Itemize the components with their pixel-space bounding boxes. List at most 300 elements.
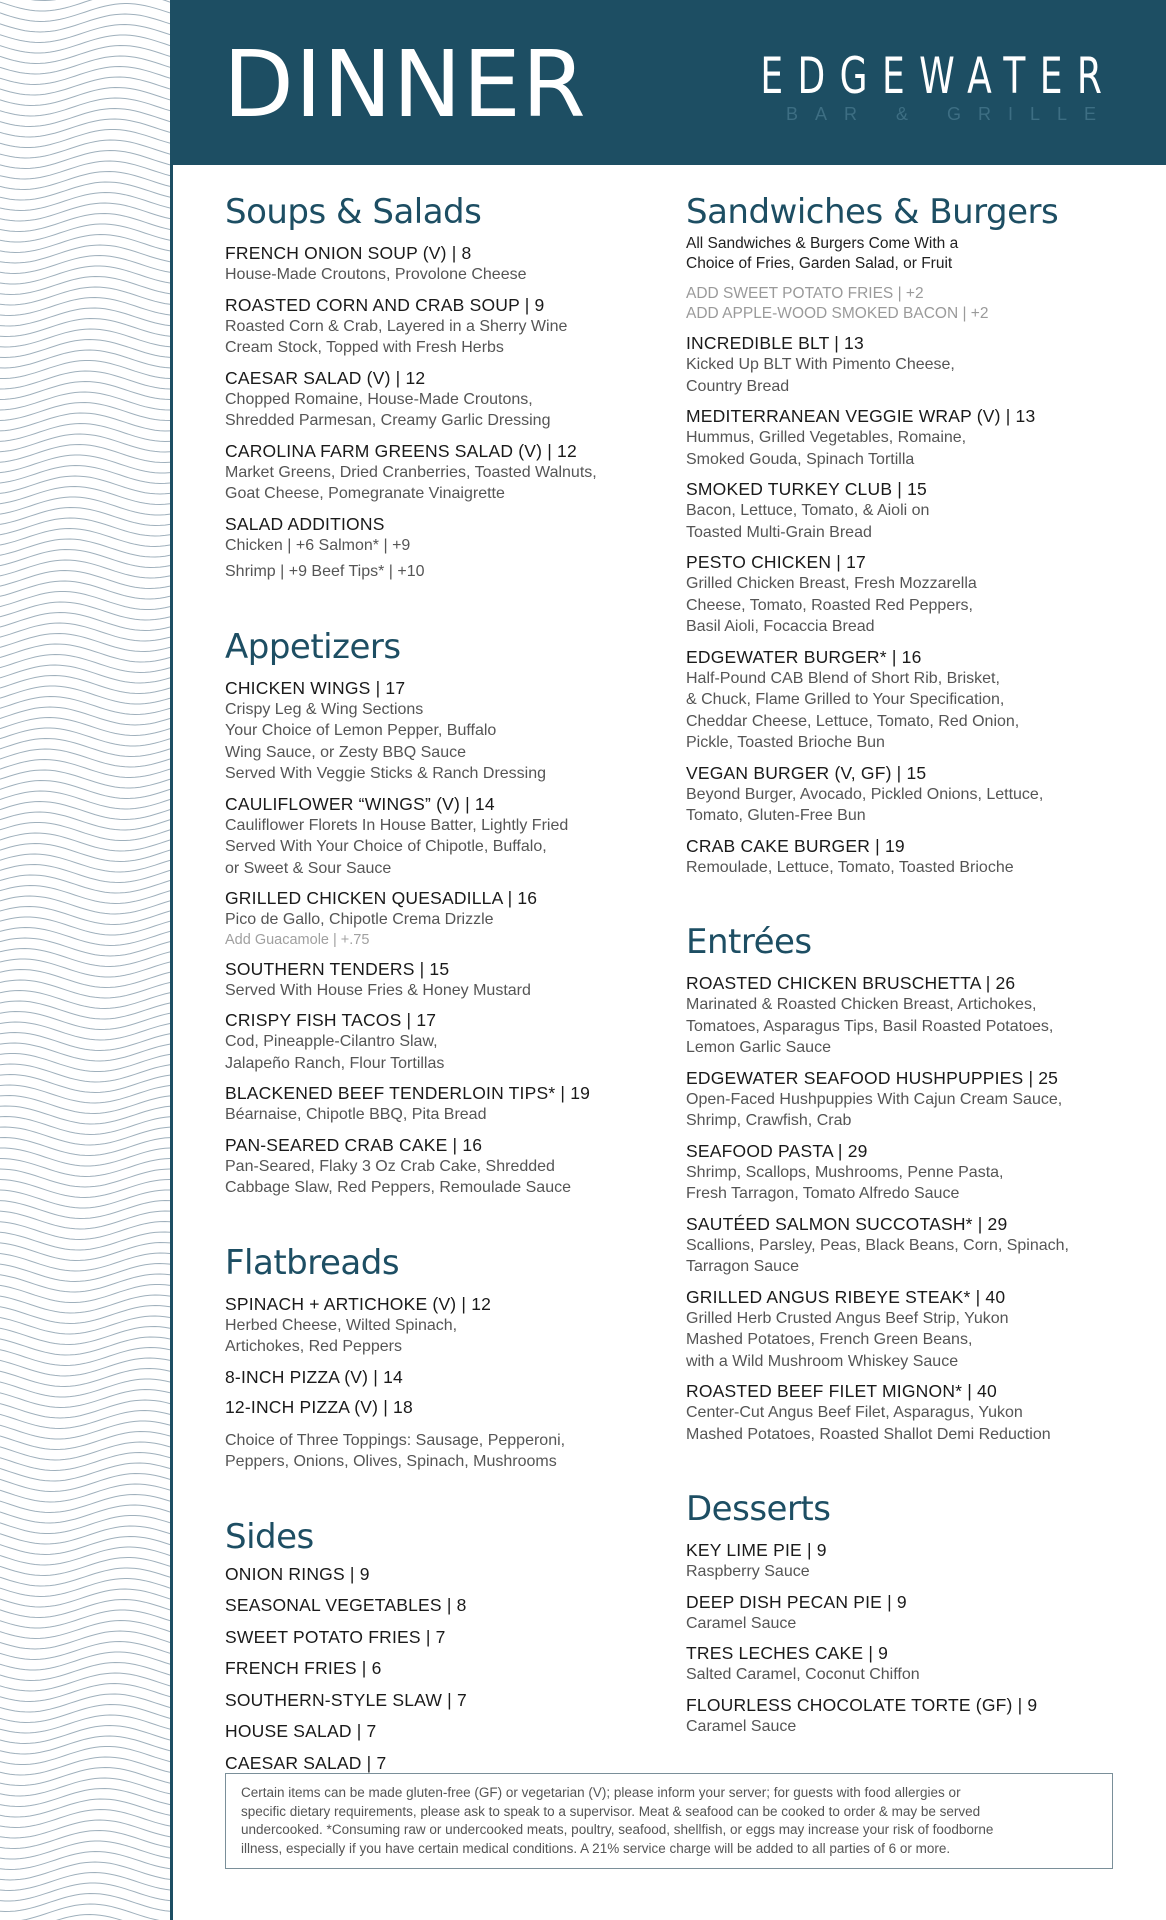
item-description: Mashed Potatoes, Roasted Shallot Demi Reduction xyxy=(686,1425,1051,1443)
side-item: SEASONAL VEGETABLES | 8 xyxy=(225,1595,467,1615)
item-name: ROASTED BEEF FILET MIGNON* | 40 xyxy=(686,1381,997,1401)
item-description: Country Bread xyxy=(686,377,790,395)
item-name: PESTO CHICKEN | 17 xyxy=(686,552,866,572)
item-description: Pickle, Toasted Brioche Bun xyxy=(686,734,885,751)
header-banner xyxy=(173,0,1166,165)
wave-line xyxy=(0,1222,170,1240)
item-description: Lemon Garlic Sauce xyxy=(686,1039,831,1056)
item-description: Cheese, Tomato, Roasted Red Peppers, xyxy=(686,596,973,614)
wave-line xyxy=(0,770,170,788)
wave-line xyxy=(0,739,170,757)
section-title: Entrées xyxy=(686,922,812,962)
wave-line xyxy=(0,980,170,998)
item-name: DEEP DISH PECAN PIE | 9 xyxy=(686,1591,907,1612)
item-description: Cheddar Cheese, Lettuce, Tomato, Red Onion, xyxy=(686,712,1020,730)
item-name: 12-INCH PIZZA (V) | 18 xyxy=(225,1396,413,1417)
item-description: Shrimp, Crawfish, Crab xyxy=(686,1112,852,1129)
wave-line xyxy=(0,277,170,295)
disclaimer-line: illness, especially if you have certain medical conditions. A 21% service charge will be added to all parties of 6 or more. xyxy=(241,1840,951,1856)
section-desserts xyxy=(686,1487,1136,1737)
menu-item xyxy=(686,835,1136,879)
item-description: Goat Cheese, Pomegranate Vinaigrette xyxy=(225,485,505,502)
section-sides xyxy=(225,1515,665,1774)
right-column xyxy=(686,190,1136,1737)
wave-line xyxy=(0,844,170,862)
wave-line xyxy=(0,623,170,641)
wave-line xyxy=(0,539,170,557)
item-description: Bacon, Lettuce, Tomato, & Aioli on xyxy=(686,502,930,519)
wave-line xyxy=(0,560,170,578)
section-title: Flatbreads xyxy=(225,1242,400,1283)
wave-line xyxy=(0,949,170,967)
wave-line xyxy=(0,413,170,431)
addon-line: ADD SWEET POTATO FRIES | +2 xyxy=(686,285,924,302)
wave-line xyxy=(0,1411,170,1429)
item-description: Tomatoes, Asparagus Tips, Basil Roasted Potatoes, xyxy=(686,1017,1054,1035)
wave-line xyxy=(0,1484,170,1502)
item-description: Roasted Corn & Crab, Layered in a Sherry Wine xyxy=(225,317,568,335)
menu-list xyxy=(686,972,1136,1445)
item-name: CRISPY FISH TACOS | 17 xyxy=(225,1010,437,1030)
wave-line xyxy=(0,1264,170,1282)
wave-line xyxy=(0,0,170,1)
wave-line xyxy=(0,497,170,515)
wave-line xyxy=(0,245,170,263)
wave-line xyxy=(0,518,170,536)
item-description: Chopped Romaine, House-Made Croutons, xyxy=(225,390,533,408)
item-name: CHICKEN WINGS | 17 xyxy=(225,677,406,698)
wave-line xyxy=(0,77,170,95)
menu-item xyxy=(225,887,665,950)
menu-item xyxy=(686,1213,1136,1278)
menu-item xyxy=(225,242,665,286)
item-description: Beyond Burger, Avocado, Pickled Onions, Lettuce, xyxy=(686,785,1044,803)
wave-line xyxy=(0,1495,170,1513)
item-name: SMOKED TURKEY CLUB | 15 xyxy=(686,479,927,499)
salad-additions xyxy=(225,513,665,583)
item-description: Marinated & Roasted Chicken Breast, Artichokes, xyxy=(686,996,1037,1013)
menu-item xyxy=(225,440,665,505)
menu-list xyxy=(225,1293,665,1418)
wave-line xyxy=(0,1579,170,1597)
wave-line xyxy=(0,991,170,1009)
wave-line xyxy=(0,340,170,358)
item-description: Crispy Leg & Wing Sections xyxy=(225,700,424,718)
menu-item xyxy=(225,1082,665,1126)
wave-line xyxy=(0,1096,170,1114)
wave-line xyxy=(0,1600,170,1618)
wave-line xyxy=(0,1610,170,1628)
wave-line xyxy=(0,833,170,851)
item-name: EDGEWATER BURGER* | 16 xyxy=(686,646,922,667)
wave-line xyxy=(0,707,170,725)
wave-line xyxy=(0,1894,170,1912)
sandwich-addons xyxy=(686,284,1136,324)
disclaimer-line: specific dietary requirements, please ask to speak to a supervisor. Meat & seafood can be cooked to order & may be served xyxy=(241,1803,981,1819)
wave-line xyxy=(0,1799,170,1817)
item-name: GRILLED CHICKEN QUESADILLA | 16 xyxy=(225,888,538,908)
wave-line xyxy=(0,686,170,704)
wave-line xyxy=(0,1390,170,1408)
wave-line xyxy=(0,35,170,53)
menu-item xyxy=(225,793,665,880)
item-description: Béarnaise, Chipotle BBQ, Pita Bread xyxy=(225,1106,487,1123)
item-description: Raspberry Sauce xyxy=(686,1563,810,1580)
item-description: & Chuck, Flame Grilled to Your Specification, xyxy=(686,691,1005,708)
wave-line xyxy=(0,1568,170,1586)
section-title: Sides xyxy=(225,1516,314,1557)
menu-item xyxy=(225,294,665,359)
wave-line xyxy=(0,1642,170,1660)
wave-line xyxy=(0,287,170,305)
item-name: VEGAN BURGER (V, GF) | 15 xyxy=(686,762,927,783)
side-item: CAESAR SALAD | 7 xyxy=(225,1752,387,1773)
wave-line xyxy=(0,1232,170,1250)
wave-line xyxy=(0,854,170,872)
wave-line xyxy=(0,1789,170,1807)
toppings-line: Choice of Three Toppings: Sausage, Pepperoni, xyxy=(225,1431,566,1449)
menu-item xyxy=(686,478,1136,543)
item-description: Wing Sauce, or Zesty BBQ Sauce xyxy=(225,743,466,761)
item-description: Half-Pound CAB Blend of Short Rib, Brisket, xyxy=(686,669,1000,687)
wave-line xyxy=(0,1726,170,1744)
logo-name: EDGEWATER xyxy=(760,47,1116,105)
menu-list xyxy=(225,242,665,505)
wave-line xyxy=(0,1295,170,1313)
wave-line xyxy=(0,1033,170,1051)
item-addon: Add Guacamole | +.75 xyxy=(225,931,370,948)
item-description: Center-Cut Angus Beef Filet, Asparagus, Yukon xyxy=(686,1404,1023,1421)
item-description: Cream Stock, Topped with Fresh Herbs xyxy=(225,339,504,356)
menu-item xyxy=(225,1293,665,1358)
wave-line xyxy=(0,529,170,547)
wave-line xyxy=(0,203,170,221)
item-description: House-Made Croutons, Provolone Cheese xyxy=(225,266,527,283)
menu-item xyxy=(225,1134,665,1199)
menu-item xyxy=(686,405,1136,470)
menu-item xyxy=(686,1286,1136,1373)
section-note-line: All Sandwiches & Burgers Come With a xyxy=(686,235,959,252)
wave-line xyxy=(0,1148,170,1166)
item-name: CRAB CAKE BURGER | 19 xyxy=(686,835,905,856)
wave-line xyxy=(0,161,170,179)
restaurant-logo xyxy=(622,47,1116,124)
section-soups-salads xyxy=(225,190,665,583)
item-description: Salted Caramel, Coconut Chiffon xyxy=(686,1666,920,1683)
wave-line xyxy=(0,823,170,841)
wave-line xyxy=(0,875,170,893)
wave-line xyxy=(0,1012,170,1030)
item-description: Remoulade, Lettuce, Tomato, Toasted Brioche xyxy=(686,858,1014,876)
wave-line xyxy=(0,718,170,736)
section-appetizers xyxy=(225,625,665,1199)
wave-line xyxy=(0,130,170,148)
wave-line xyxy=(0,4,170,22)
item-description: Tomato, Gluten-Free Bun xyxy=(686,807,866,824)
wave-line xyxy=(0,1516,170,1534)
item-name: CAESAR SALAD (V) | 12 xyxy=(225,367,426,388)
item-description: Grilled Herb Crusted Angus Beef Strip, Yukon xyxy=(686,1309,1009,1327)
wave-line xyxy=(0,67,170,85)
menu-item xyxy=(225,958,665,1002)
menu-item xyxy=(686,1642,1136,1686)
wave-pattern xyxy=(0,0,170,1920)
wave-line xyxy=(0,14,170,32)
wave-line xyxy=(0,1421,170,1439)
menu-item xyxy=(686,1380,1136,1445)
wave-line xyxy=(0,1337,170,1355)
wave-line xyxy=(0,56,170,74)
wave-line xyxy=(0,1904,170,1920)
wave-line xyxy=(0,1001,170,1019)
wave-line xyxy=(0,1526,170,1544)
wave-line xyxy=(0,571,170,589)
wave-line xyxy=(0,1075,170,1093)
item-name: BLACKENED BEEF TENDERLOIN TIPS* | 19 xyxy=(225,1083,591,1103)
item-description: Open-Faced Hushpuppies With Cajun Cream Sauce, xyxy=(686,1090,1063,1108)
item-name: EDGEWATER SEAFOOD HUSHPUPPIES | 25 xyxy=(686,1067,1059,1088)
wave-line xyxy=(0,1327,170,1345)
item-name: CAROLINA FARM GREENS SALAD (V) | 12 xyxy=(225,440,577,461)
item-name: ROASTED CHICKEN BRUSCHETTA | 26 xyxy=(686,973,1016,993)
side-item: SWEET POTATO FRIES | 7 xyxy=(225,1626,446,1647)
item-description: or Sweet & Sour Sauce xyxy=(225,859,392,877)
wave-line xyxy=(0,959,170,977)
item-description: with a Wild Mushroom Whiskey Sauce xyxy=(686,1352,959,1370)
wave-line xyxy=(0,1768,170,1786)
wave-line xyxy=(0,970,170,988)
wave-line xyxy=(0,592,170,610)
item-description: Smoked Gouda, Spinach Tortilla xyxy=(686,450,915,468)
item-description: Cabbage Slaw, Red Peppers, Remoulade Sauce xyxy=(225,1179,571,1196)
item-description: Herbed Cheese, Wilted Spinach, xyxy=(225,1316,458,1334)
item-name: FRENCH ONION SOUP (V) | 8 xyxy=(225,243,472,263)
wave-line xyxy=(0,1862,170,1880)
wave-line xyxy=(0,1820,170,1838)
wave-line xyxy=(0,476,170,494)
menu-item xyxy=(686,1591,1136,1635)
item-description: Your Choice of Lemon Pepper, Buffalo xyxy=(225,722,497,739)
wave-line xyxy=(0,455,170,473)
item-description: Artichokes, Red Peppers xyxy=(225,1338,402,1355)
wave-line xyxy=(0,781,170,799)
wave-line xyxy=(0,1306,170,1324)
wave-line xyxy=(0,224,170,242)
left-column xyxy=(225,190,665,1783)
item-description: Jalapeño Ranch, Flour Tortillas xyxy=(225,1054,445,1072)
disclaimer-line: undercooked. *Consuming raw or undercooked meats, poultry, seafood, shellfish, or eggs may increase your risk of foodborne xyxy=(241,1822,994,1837)
item-name: SPINACH + ARTICHOKE (V) | 12 xyxy=(225,1293,492,1314)
wave-line xyxy=(0,182,170,200)
wave-line xyxy=(0,403,170,421)
wave-line xyxy=(0,46,170,64)
item-name: SALAD ADDITIONS xyxy=(225,513,385,534)
menu-item xyxy=(225,367,665,432)
item-description: Shrimp, Scallops, Mushrooms, Penne Pasta, xyxy=(686,1163,1004,1181)
wave-line xyxy=(0,329,170,347)
wave-line xyxy=(0,602,170,620)
wave-line xyxy=(0,1022,170,1040)
wave-line xyxy=(0,392,170,410)
item-description: Market Greens, Dried Cranberries, Toasted Walnuts, xyxy=(225,463,597,481)
wave-line xyxy=(0,613,170,631)
wave-line xyxy=(0,1705,170,1723)
addon-line: ADD APPLE-WOOD SMOKED BACON | +2 xyxy=(686,305,989,322)
wave-line xyxy=(0,938,170,956)
wave-lines xyxy=(0,0,170,1920)
menu-item xyxy=(686,1539,1136,1583)
menu-item xyxy=(225,1009,665,1074)
logo-tagline: BAR & GRILLE xyxy=(785,104,1113,124)
wave-line xyxy=(0,1873,170,1891)
wave-line xyxy=(0,1054,170,1072)
wave-line xyxy=(0,487,170,505)
wave-line xyxy=(0,1694,170,1712)
wave-line xyxy=(0,791,170,809)
item-description: Grilled Chicken Breast, Fresh Mozzarella xyxy=(686,575,977,592)
page-title: DINNER xyxy=(223,31,587,138)
item-description: Shredded Parmesan, Creamy Garlic Dressing xyxy=(225,412,551,429)
wave-line xyxy=(0,1757,170,1775)
wave-line xyxy=(0,1243,170,1261)
item-name: PAN-SEARED CRAB CAKE | 16 xyxy=(225,1134,483,1155)
item-name: TRES LECHES CAKE | 9 xyxy=(686,1643,889,1663)
wave-line xyxy=(0,1852,170,1870)
wave-line xyxy=(0,1747,170,1765)
item-name: GRILLED ANGUS RIBEYE STEAK* | 40 xyxy=(686,1286,1006,1307)
wave-line xyxy=(0,1883,170,1901)
item-name: SAUTÉED SALMON SUCCOTASH* | 29 xyxy=(686,1213,1008,1234)
item-description: Served With Your Choice of Chipotle, Buffalo, xyxy=(225,838,547,855)
wave-line xyxy=(0,1831,170,1849)
item-name: SOUTHERN TENDERS | 15 xyxy=(225,958,450,979)
wave-line xyxy=(0,172,170,190)
wave-line xyxy=(0,1400,170,1418)
wave-line xyxy=(0,1715,170,1733)
side-item: FRENCH FRIES | 6 xyxy=(225,1658,382,1678)
wave-line xyxy=(0,1169,170,1187)
allergy-disclaimer xyxy=(225,1773,1113,1869)
wave-line xyxy=(0,1379,170,1397)
wave-line xyxy=(0,1589,170,1607)
wave-line xyxy=(0,1369,170,1387)
item-name: SEAFOOD PASTA | 29 xyxy=(686,1140,868,1161)
wave-line xyxy=(0,256,170,274)
item-description: Tarragon Sauce xyxy=(686,1258,799,1275)
section-title: Sandwiches & Burgers xyxy=(686,192,1059,232)
menu-item xyxy=(225,677,665,785)
wave-line xyxy=(0,865,170,883)
section-title: Soups & Salads xyxy=(225,192,482,232)
side-item: ONION RINGS | 9 xyxy=(225,1563,370,1584)
section-entrees xyxy=(686,920,1136,1445)
wave-line xyxy=(0,1043,170,1061)
menu-item xyxy=(686,332,1136,397)
menu-item xyxy=(225,1396,665,1418)
item-description: Hummus, Grilled Vegetables, Romaine, xyxy=(686,429,967,446)
wave-line xyxy=(0,508,170,526)
toppings-note xyxy=(225,1430,665,1473)
item-description: Mashed Potatoes, French Green Beans, xyxy=(686,1331,973,1348)
addition-line: Shrimp | +9 Beef Tips* | +10 xyxy=(225,563,425,580)
wave-line xyxy=(0,1631,170,1649)
item-name: MEDITERRANEAN VEGGIE WRAP (V) | 13 xyxy=(686,406,1036,426)
wave-line xyxy=(0,728,170,746)
wave-line xyxy=(0,1841,170,1859)
wave-line xyxy=(0,1810,170,1828)
item-name: INCREDIBLE BLT | 13 xyxy=(686,333,864,353)
menu-list xyxy=(686,1539,1136,1737)
wave-line xyxy=(0,760,170,778)
addition-line: Chicken | +6 Salmon* | +9 xyxy=(225,536,411,554)
section-note-line: Choice of Fries, Garden Salad, or Fruit xyxy=(686,255,953,272)
wave-line xyxy=(0,1159,170,1177)
wave-line xyxy=(0,214,170,232)
wave-line xyxy=(0,1274,170,1292)
wave-line xyxy=(0,550,170,568)
item-name: 8-INCH PIZZA (V) | 14 xyxy=(225,1366,403,1387)
side-item: HOUSE SALAD | 7 xyxy=(225,1721,377,1741)
wave-edge-line xyxy=(170,0,173,1920)
menu-item xyxy=(686,1140,1136,1205)
item-description: Toasted Multi-Grain Bread xyxy=(686,523,872,541)
item-description: Fresh Tarragon, Tomato Alfredo Sauce xyxy=(686,1185,960,1202)
item-description: Basil Aioli, Focaccia Bread xyxy=(686,618,875,635)
wave-line xyxy=(0,382,170,400)
menu-item xyxy=(686,646,1136,754)
item-description: Pan-Seared, Flaky 3 Oz Crab Cake, Shredded xyxy=(225,1157,555,1175)
wave-line xyxy=(0,266,170,284)
item-description: Caramel Sauce xyxy=(686,1614,797,1632)
wave-line xyxy=(0,581,170,599)
item-description: Served With House Fries & Honey Mustard xyxy=(225,981,531,999)
wave-line xyxy=(0,1211,170,1229)
section-title: Desserts xyxy=(686,1489,831,1529)
wave-line xyxy=(0,1285,170,1303)
item-description: Scallions, Parsley, Peas, Black Beans, Corn, Spinach, xyxy=(686,1236,1069,1254)
wave-line xyxy=(0,1432,170,1450)
item-description: Cod, Pineapple-Cilantro Slaw, xyxy=(225,1033,438,1050)
item-description: Kicked Up BLT With Pimento Cheese, xyxy=(686,356,955,373)
side-item: SOUTHERN-STYLE SLAW | 7 xyxy=(225,1689,467,1710)
wave-line xyxy=(0,1505,170,1523)
wave-line xyxy=(0,928,170,946)
wave-line xyxy=(0,802,170,820)
wave-line xyxy=(0,308,170,326)
item-name: CAULIFLOWER “WINGS” (V) | 14 xyxy=(225,793,495,814)
wave-line xyxy=(0,151,170,169)
menu-item xyxy=(686,1694,1136,1738)
wave-line xyxy=(0,25,170,43)
wave-line xyxy=(0,697,170,715)
wave-line xyxy=(0,1085,170,1103)
wave-line xyxy=(0,1316,170,1334)
menu-item xyxy=(686,762,1136,827)
section-flatbreads xyxy=(225,1241,665,1473)
disclaimer-line: Certain items can be made gluten-free (GF) or vegetarian (V); please inform your server; for guests with food allergies or xyxy=(241,1785,961,1800)
wave-line xyxy=(0,749,170,767)
sides-list xyxy=(225,1563,665,1774)
menu-list xyxy=(225,677,665,1199)
item-description: Served With Veggie Sticks & Ranch Dressing xyxy=(225,765,547,782)
wave-line xyxy=(0,235,170,253)
item-name: FLOURLESS CHOCOLATE TORTE (GF) | 9 xyxy=(686,1694,1038,1715)
wave-line xyxy=(0,298,170,316)
wave-line xyxy=(0,319,170,337)
menu-item xyxy=(686,1067,1136,1132)
wave-line xyxy=(0,1253,170,1271)
item-description: Pico de Gallo, Chipotle Crema Drizzle xyxy=(225,911,494,928)
